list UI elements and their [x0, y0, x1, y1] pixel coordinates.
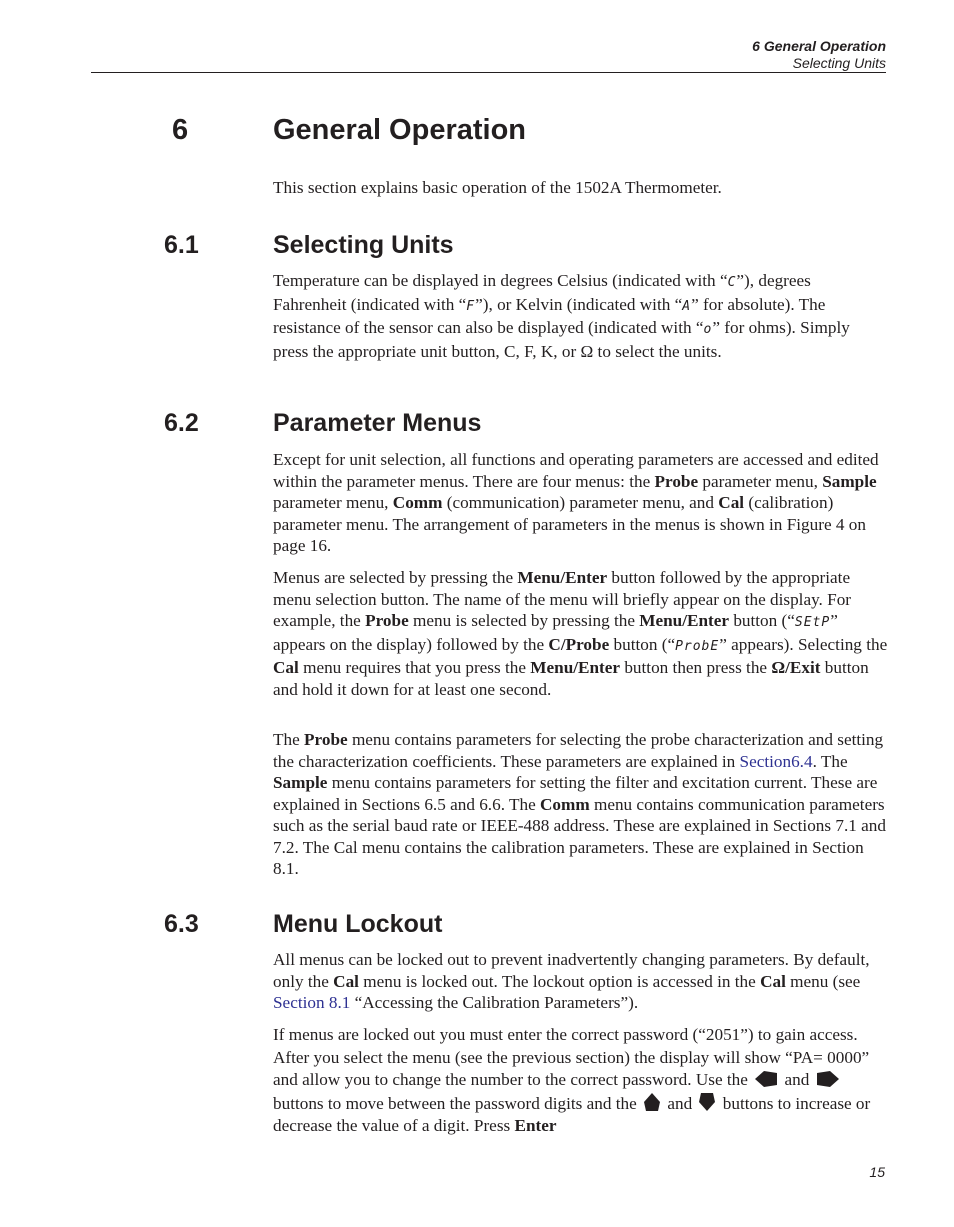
header-chapter: 6 General Operation [752, 38, 886, 54]
section-6-2-paragraph-1: Except for unit selection, all functions and operating parameters are accessed and edited within the parameter menus. There are four menus: the Probe parameter menu, Sample parameter menu, Comm (communication) parameter menu, and Cal (calibration) parameter menu. The arrangement of parameters in the menus is shown in Figure 4 on page 16. [273, 450, 879, 555]
section-6-3-number: 6.3 [164, 910, 199, 938]
down-arrow-button-icon [698, 1092, 716, 1112]
chapter-number: 6 [172, 114, 189, 146]
page-number: 15 [869, 1164, 885, 1180]
lcd-c-symbol: C [727, 275, 737, 290]
section-6-3-paragraph-1: All menus can be locked out to prevent inadvertently changing parameters. By default, only the Cal menu is locked out. The lockout option is accessed in the Cal menu (see Section 8.1 “Accessing the Calibration Parameters”). [273, 950, 870, 1012]
lcd-a-symbol: A [682, 298, 692, 314]
lcd-ohm-symbol: o [703, 322, 713, 337]
section-6-4-link[interactable]: Section6.4 [739, 751, 813, 771]
up-arrow-button-icon [643, 1092, 661, 1112]
lcd-f-symbol: F [466, 298, 476, 314]
header-section: Selecting Units [792, 55, 886, 71]
section-6-2-number: 6.2 [164, 409, 199, 437]
lcd-setp-display: SEtP [794, 615, 831, 630]
section-8-1-link[interactable]: Section 8.1 [273, 993, 351, 1012]
section-6-1-number: 6.1 [164, 231, 199, 259]
running-header [752, 38, 886, 72]
section-6-1-title: Selecting Units [273, 231, 454, 259]
section-6-3-paragraph-2: If menus are locked out you must enter the correct password (“2051”) to gain access. After you select the menu (see the previous section) the display will show “PA= 0000” and allow you to change the number to the correct password. Use the and buttons to move between the password digits and the and buttons to increase or decrease the value of a digit. Press Enter [273, 1025, 871, 1135]
section-6-1-paragraph: Temperature can be displayed in degrees Celsius (indicated with “C”), degrees Fahrenheit (indicated with “F”), or Kelvin (indicated with “A” for absolute). The resistance of the sensor can also be displayed (indicated with “o” for ohms). Simply press the appropriate unit button, C, F, K, or Ω to select the units. [273, 271, 850, 361]
chapter-intro: This section explains basic operation of the 1502A Thermometer. [273, 178, 722, 197]
section-6-2-paragraph-3: The Probe menu contains parameters for selecting the probe characterization and setting the characterization coefficients. These parameters are explained in Section6.4. The Sample menu contains parameters for setting the filter and excitation current. These are explained in Sections 6.5 and 6.6. The Comm menu contains communication parameters such as the serial baud rate or IEEE-488 address. These are explained in Sections 7.1 and 7.2. The Cal menu contains the calibration parameters. These are explained in Section 8.1. [273, 730, 886, 878]
lcd-probe-display: ProbE [675, 638, 720, 654]
right-arrow-button-icon [816, 1070, 840, 1088]
chapter-title: General Operation [273, 114, 527, 146]
section-6-3-title: Menu Lockout [273, 910, 443, 938]
section-6-2-paragraph-2: Menus are selected by pressing the Menu/Enter button followed by the appropriate menu selection button. The name of the menu will briefly appear on the display. For example, the Probe menu is selected by pressing the Menu/Enter button (“SEtP” appears on the display) followed by the C/Probe button (“ProbE” appears). Selecting the Cal menu requires that you press the Menu/Enter button then press the Ω/Exit button and hold it down for at least one second. [273, 568, 888, 699]
section-6-2-title: Parameter Menus [273, 409, 482, 437]
left-arrow-button-icon [754, 1070, 778, 1088]
header-rule [91, 72, 886, 73]
